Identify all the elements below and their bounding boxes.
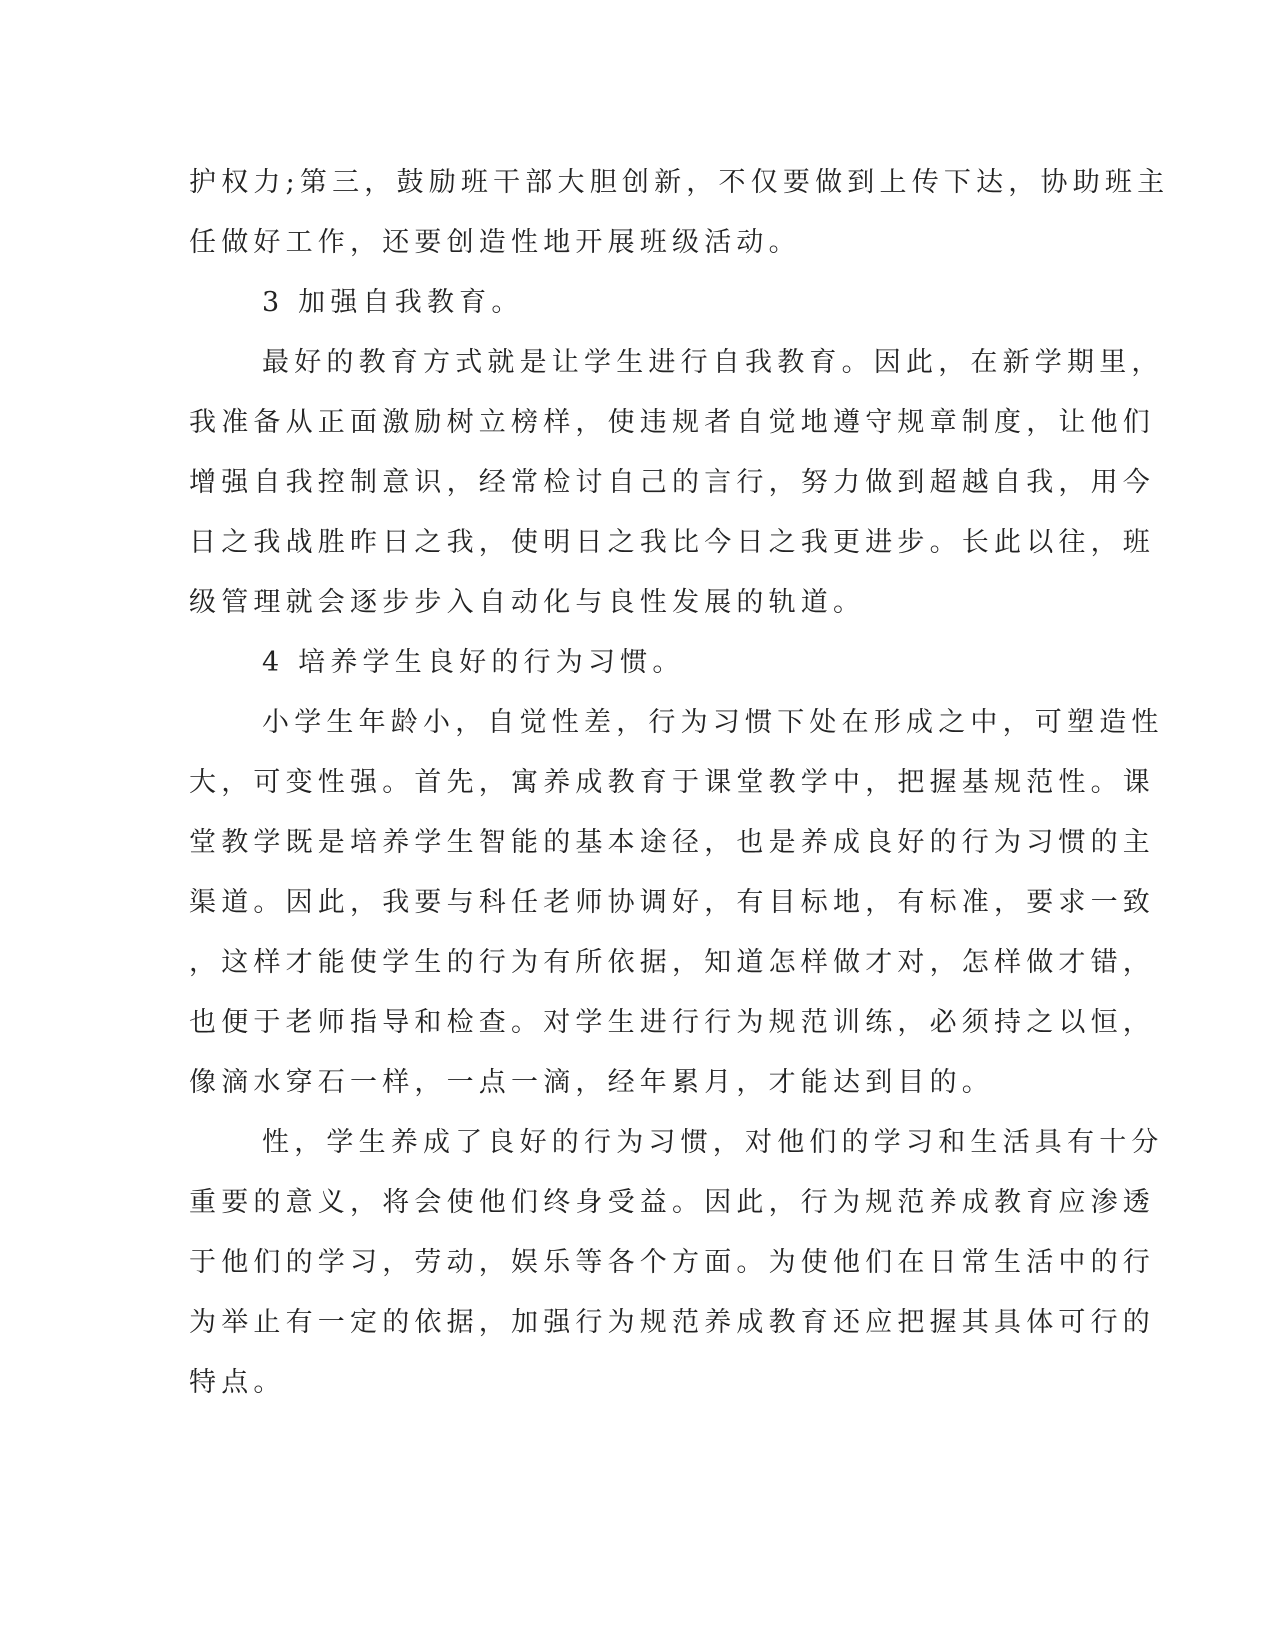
text-line: ，这样才能使学生的行为有所依据，知道怎样做才对，怎样做才错，: [189, 947, 1155, 978]
text-line: 也便于老师指导和检查。对学生进行行为规范训练，必须持之以恒，: [189, 1007, 1155, 1038]
text-line: 渠道。因此，我要与科任老师协调好，有目标地，有标准，要求一致: [189, 887, 1155, 918]
text-line: 于他们的学习，劳动，娱乐等各个方面。为使他们在日常生活中的行: [189, 1247, 1155, 1278]
text-line: 任做好工作，还要创造性地开展班级活动。: [189, 227, 801, 258]
text-line: 为举止有一定的依据，加强行为规范养成教育还应把握其具体可行的: [189, 1307, 1155, 1338]
text-line: 像滴水穿石一样，一点一滴，经年累月，才能达到目的。: [189, 1067, 994, 1098]
text-line: 日之我战胜昨日之我，使明日之我比今日之我更进步。长此以往，班: [189, 527, 1155, 558]
text-line: 最好的教育方式就是让学生进行自我教育。因此，在新学期里，: [262, 347, 1164, 378]
text-line: 小学生年龄小，自觉性差，行为习惯下处在形成之中，可塑造性: [262, 707, 1164, 738]
section-heading: 4 培养学生良好的行为习惯。: [262, 647, 685, 678]
text-line: 特点。: [189, 1367, 286, 1398]
text-line: 大，可变性强。首先，寓养成教育于课堂教学中，把握基规范性。课: [189, 767, 1155, 798]
text-line: 级管理就会逐步步入自动化与良性发展的轨道。: [189, 587, 866, 618]
text-line: 护权力;第三，鼓励班干部大胆创新，不仅要做到上传下达，协助班主: [189, 167, 1170, 198]
section-heading: 3 加强自我教育。: [262, 287, 524, 318]
text-line: 性，学生养成了良好的行为习惯，对他们的学习和生活具有十分: [262, 1127, 1164, 1158]
text-line: 重要的意义，将会使他们终身受益。因此，行为规范养成教育应渗透: [189, 1187, 1155, 1218]
text-line: 堂教学既是培养学生智能的基本途径，也是养成良好的行为习惯的主: [189, 827, 1155, 858]
text-line: 我准备从正面激励树立榜样，使违规者自觉地遵守规章制度，让他们: [189, 407, 1155, 438]
text-line: 增强自我控制意识，经常检讨自己的言行，努力做到超越自我，用今: [189, 467, 1155, 498]
